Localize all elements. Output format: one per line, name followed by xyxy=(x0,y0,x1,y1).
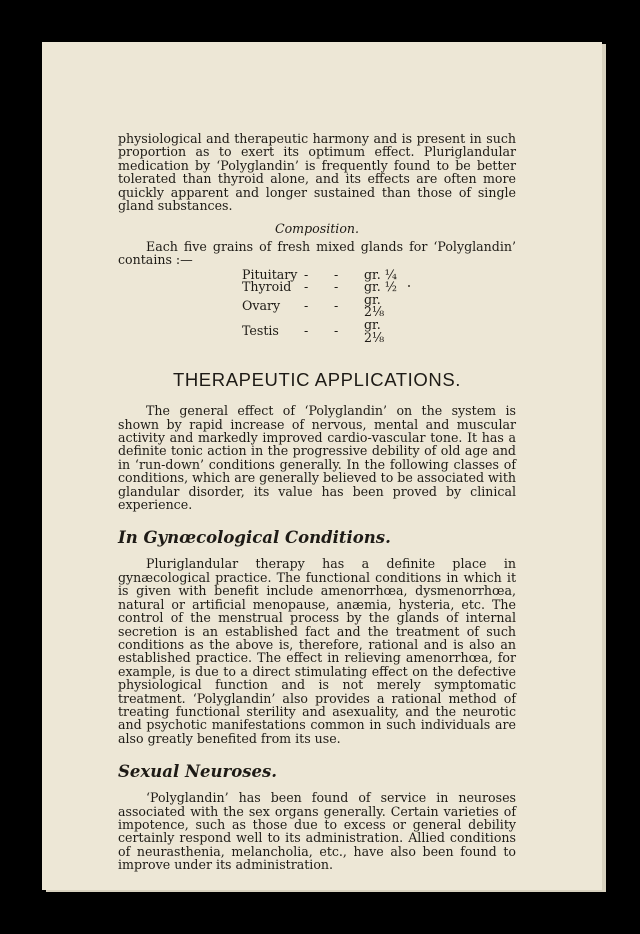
gland-amount: gr. ¼ xyxy=(364,266,397,282)
composition-row xyxy=(242,294,404,319)
composition-row xyxy=(242,319,404,344)
gland-amount: gr. 2⅛ xyxy=(364,317,385,345)
dash: - xyxy=(334,298,339,314)
dash: - xyxy=(304,323,309,339)
dash: - xyxy=(334,279,339,295)
composition-table xyxy=(242,266,404,345)
intro-paragraph: physiological and therapeutic harmony and is present in such proportion as to exert its optimum effect. Pluriglandular medication by ‘Polyglandin’ is frequently found to be better tolerated than thyroid alone, and its effects are often more quickly apparent and longer sustained than those of single gland substances. xyxy=(118,131,516,214)
main-heading: THERAPEUTIC APPLICATIONS. xyxy=(172,369,462,391)
dash: - xyxy=(334,266,339,282)
gynaecological-paragraph: Pluriglandular therapy has a definite place in gynæcological practice. The functional conditions in which it is given with benefit include amenorrhœa, dysmenorrhœa, natural or artificial menopause, anæmia, hysteria, etc. The control of the menstrual process by the glands of internal secretion is an established fact and the treatment of such conditions as the above is, therefore, rational and is also an established practice. The effect in relieving amenorrhœa, for example, is due to a direct stimulating effect on the defective physiological function and is not merely symptomatic treatment. ‘Polyglandin’ also provides a rational method of treating functional sterility and asexuality, and the neurotic and psychotic manifestations common in such individuals are also greatly benefited from its use. xyxy=(118,556,516,746)
page-content xyxy=(118,132,516,872)
dash: - xyxy=(334,323,339,339)
dash: - xyxy=(304,298,309,314)
gland-name: Pituitary xyxy=(242,266,298,282)
gland-name: Thyroid xyxy=(242,279,292,295)
sexual-neuroses-paragraph: ‘Polyglandin’ has been found of service in neuroses associated with the sex organs generally. Certain varieties of impotence, such as those due to excess or general debility certainly respond well to its administration. Allied conditions of neurasthenia, melancholia, etc., have also been found to improve under its administration. xyxy=(118,790,516,873)
gynaecological-heading: In Gynœcological Conditions. xyxy=(118,528,391,548)
composition-heading: Composition. xyxy=(274,221,360,237)
gland-amount: gr. ½ xyxy=(364,279,397,295)
dash: - xyxy=(304,266,309,282)
dash: - xyxy=(304,279,309,295)
document-page xyxy=(42,42,602,890)
gland-name: Testis xyxy=(242,323,279,339)
composition-text: Each five grains of fresh mixed glands for ‘Polyglandin’ contains :— xyxy=(118,238,516,268)
sexual-neuroses-heading: Sexual Neuroses. xyxy=(118,762,278,782)
gland-name: Ovary xyxy=(242,298,281,314)
general-paragraph: The general effect of ‘Polyglandin’ on the system is shown by rapid increase of nervous, mental and muscular activity and markedly improved cardio-vascular tone. It has a definite tonic action in the progressive debility of old age and in ‘run-down’ conditions generally. In the following classes of conditions, which are generally believed to be associated with glandular disorder, its value has been proved by clinical experience. xyxy=(118,403,516,513)
gland-amount: gr. 2⅛ xyxy=(364,291,385,320)
